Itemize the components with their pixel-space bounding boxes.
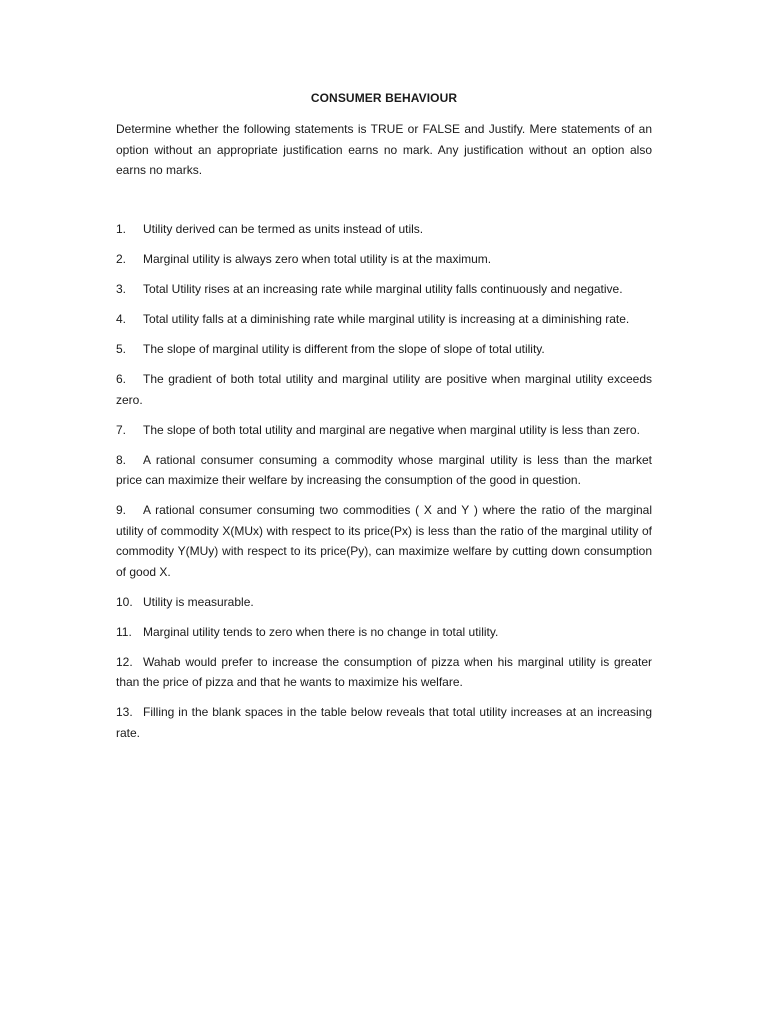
list-item — [116, 622, 652, 643]
item-number: 8. — [116, 452, 127, 467]
item-text: The gradient of both total utility and marginal utility are positive when marginal utility exceeds zero. — [116, 372, 652, 407]
list-item — [116, 500, 652, 582]
list-item — [116, 702, 652, 743]
item-number: 6. — [116, 372, 127, 386]
item-number: 7. — [116, 422, 127, 437]
item-number: 10. — [116, 594, 133, 609]
item-text: A rational consumer consuming a commodity whose marginal utility is less than the market price can maximize their welfare by increasing the consumption of the good in question. — [116, 452, 652, 487]
item-number: 2. — [116, 252, 127, 266]
item-number: 9. — [116, 503, 127, 517]
statement-list — [116, 219, 652, 753]
item-number: 11. — [116, 624, 132, 639]
list-item — [116, 339, 652, 360]
item-text: A rational consumer consuming two commodities ( X and Y ) where the ratio of the marginal utility of commodity X(MUx) with respect to its price(Px) is less than the ratio of the marginal utility of commodity Y(MUy) with respect to its price(Py), can maximize welfare by cutting down consumption of good X. — [116, 503, 652, 579]
item-number: 1. — [116, 222, 127, 236]
list-item — [116, 420, 652, 441]
list-item — [116, 450, 652, 491]
instructions-paragraph: Determine whether the following statements is TRUE or FALSE and Justify. Mere statements of an option without an appropriate justification earns no mark. Any justification without an option also earns no marks. — [116, 122, 652, 177]
item-text: Utility is measurable. — [143, 594, 254, 609]
item-text: Wahab would prefer to increase the consumption of pizza when his marginal utility is greater than the price of pizza and that he wants to maximize his welfare. — [116, 654, 652, 689]
item-number: 13. — [116, 705, 133, 719]
item-text: Utility derived can be termed as units instead of utils. — [143, 222, 424, 236]
item-text: Filling in the blank spaces in the table below reveals that total utility increases at an increasing rate. — [116, 705, 652, 740]
item-text: Marginal utility is always zero when total utility is at the maximum. — [143, 252, 492, 266]
item-text: The slope of marginal utility is different from the slope of slope of total utility. — [143, 342, 545, 356]
item-text: The slope of both total utility and marginal are negative when marginal utility is less than zero. — [143, 422, 640, 437]
list-item — [116, 652, 652, 693]
list-item — [116, 369, 652, 410]
item-number: 3. — [116, 282, 127, 296]
list-item — [116, 279, 652, 300]
item-number: 12. — [116, 654, 133, 669]
item-number: 5. — [116, 342, 127, 356]
item-number: 4. — [116, 312, 127, 326]
list-item — [116, 309, 652, 330]
list-item — [116, 219, 652, 240]
list-item — [116, 249, 652, 270]
item-text: Marginal utility tends to zero when there is no change in total utility. — [143, 624, 499, 639]
item-text: Total Utility rises at an increasing rate while marginal utility falls continuously and negative. — [143, 282, 623, 296]
document-title: CONSUMER BEHAVIOUR — [310, 91, 458, 105]
item-text: Total utility falls at a diminishing rate while marginal utility is increasing at a diminishing rate. — [143, 312, 630, 326]
list-item — [116, 592, 652, 613]
